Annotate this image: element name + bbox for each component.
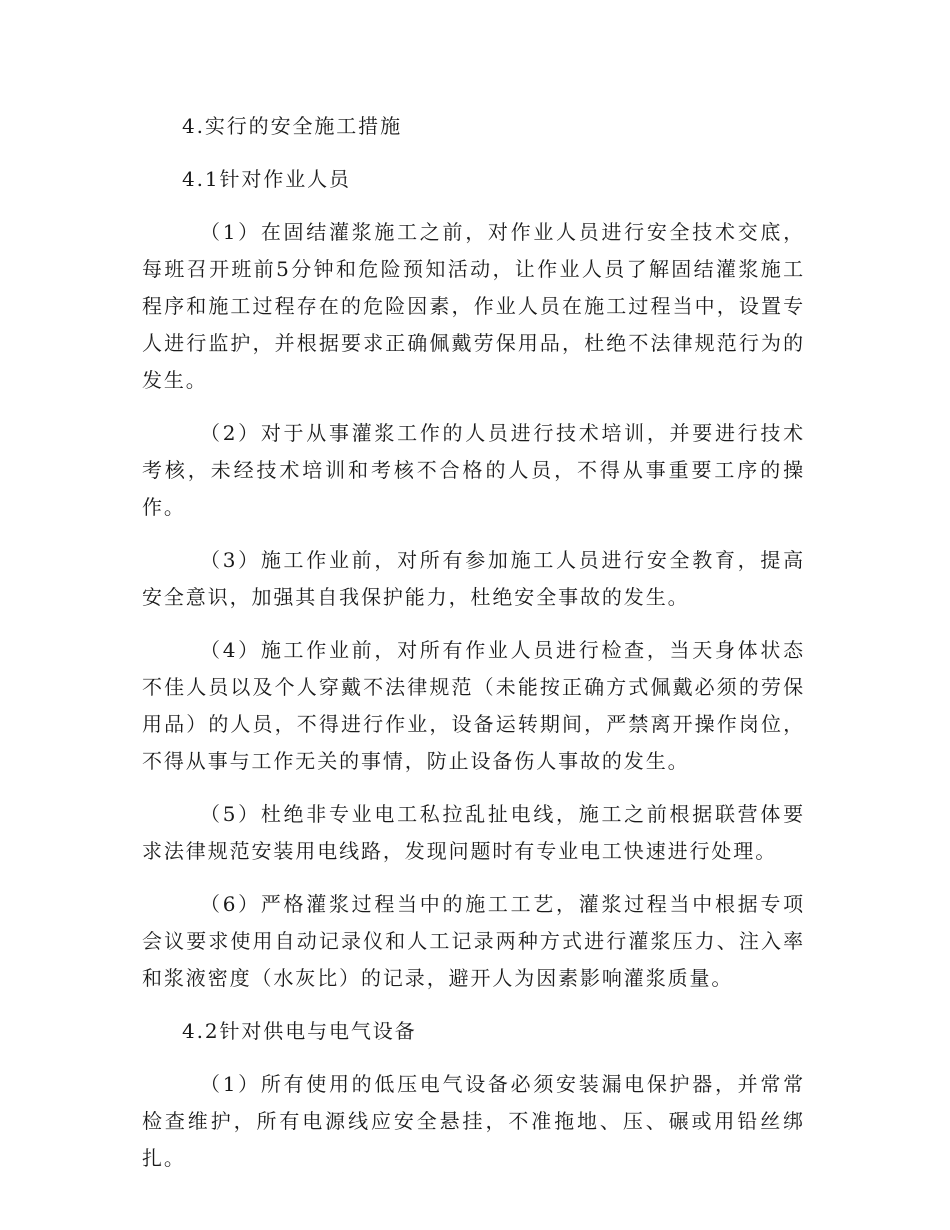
subsection-heading-4-1: 4.1针对作业人员 [182, 167, 351, 191]
paragraph-4-2-1: （1）所有使用的低压电气设备必须安装漏电保护器，并常常检查维护，所有电源线应安全悬挂，不准拖地、压、碾或用铅丝绑扎。 [142, 1072, 805, 1170]
paragraph-4-1-4: （4）施工作业前，对所有作业人员进行检查，当天身体状态不佳人员以及个人穿戴不法律规范（未能按正确方式佩戴必须的劳保用品）的人员，不得进行作业，设备运转期间，严禁离开操作岗位，不得从事与工作无关的事情，防止设备伤人事故的发生。 [142, 638, 805, 773]
paragraph-4-1-5: （5）杜绝非专业电工私拉乱扯电线，施工之前根据联营体要求法律规范安装用电线路，发现问题时有专业电工快速进行处理。 [142, 802, 805, 863]
paragraph-4-1-2: （2）对于从事灌浆工作的人员进行技术培训，并要进行技术考核，未经技术培训和考核不合格的人员，不得从事重要工序的操作。 [142, 421, 805, 519]
paragraph-4-1-1: （1）在固结灌浆施工之前，对作业人员进行安全技术交底，每班召开班前5分钟和危险预知活动，让作业人员了解固结灌浆施工程序和施工过程存在的危险因素，作业人员在施工过程当中，设置专人进行监护，并根据要求正确佩戴劳保用品，杜绝不法律规范行为的发生。 [142, 220, 805, 392]
document-body [142, 108, 805, 1193]
paragraph-4-1-6: （6）严格灌浆过程当中的施工工艺，灌浆过程当中根据专项会议要求使用自动记录仪和人工记录两种方式进行灌浆压力、注入率和浆液密度（水灰比）的记录，避开人为因素影响灌浆质量。 [142, 892, 805, 990]
paragraph-4-1-3: （3）施工作业前，对所有参加施工人员进行安全教育，提高安全意识，加强其自我保护能力，杜绝安全事故的发生。 [142, 548, 805, 609]
subsection-heading-4-2: 4.2针对供电与电气设备 [182, 1019, 417, 1043]
section-heading-4: 4.实行的安全施工措施 [182, 114, 402, 138]
